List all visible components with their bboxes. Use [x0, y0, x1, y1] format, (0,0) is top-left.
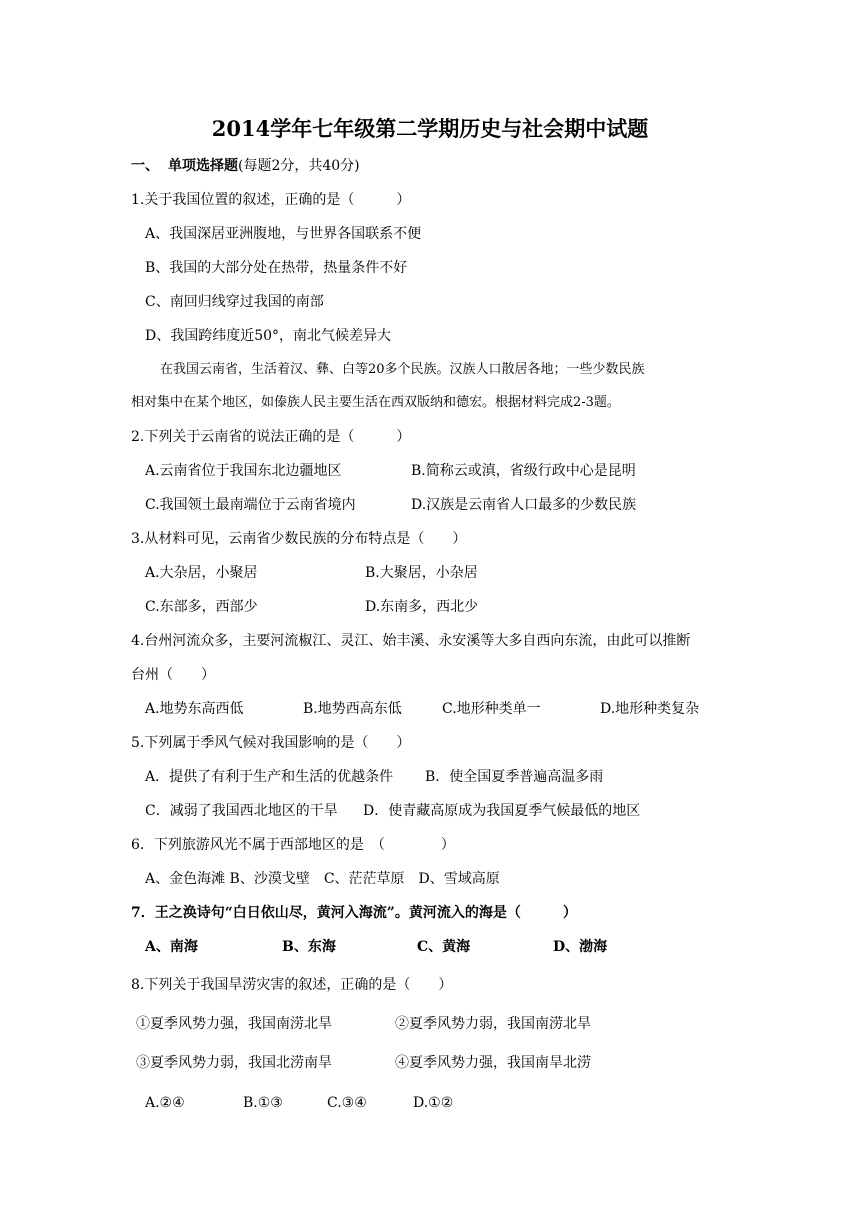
section-heading: [168, 157, 360, 175]
question-1-option-d: D、我国跨纬度近50°，南北气候差异大: [145, 328, 392, 344]
question-7-option-c: C、黄海: [417, 939, 471, 955]
question-7-option-a: A、南海: [145, 939, 198, 955]
question-3-option-b: B.大聚居，小杂居: [365, 565, 478, 581]
section-heading-text: 单项选择题: [168, 158, 238, 174]
question-8-statement-2: ②夏季风势力弱，我国南涝北旱: [395, 1016, 591, 1032]
question-2-stem: 2.下列关于云南省的说法正确的是（ ）: [131, 429, 411, 445]
question-5-option-a: A．提供了有利于生产和生活的优越条件: [145, 769, 394, 785]
question-4-option-b: B.地势西高东低: [303, 701, 402, 717]
question-8-option-a: A.②④: [145, 1095, 185, 1111]
question-8-statement-1: ①夏季风势力强，我国南涝北旱: [136, 1016, 332, 1032]
page-title: 2014学年七年级第二学期历史与社会期中试题: [211, 116, 649, 141]
question-7-option-b: B、东海: [282, 939, 336, 955]
question-2-option-b: B.简称云或滇，省级行政中心是昆明: [411, 463, 636, 479]
question-4-option-a: A.地势东高西低: [145, 701, 244, 717]
question-2-option-d: D.汉族是云南省人口最多的少数民族: [411, 497, 637, 513]
question-5-option-d: D．使青藏高原成为我国夏季气候最低的地区: [363, 803, 641, 819]
question-3-option-a: A.大杂居，小聚居: [145, 565, 258, 581]
question-6-options: A、金色海滩 B、沙漠戈壁 C、茫茫草原 D、雪域高原: [145, 871, 500, 887]
question-8-option-d: D.①②: [413, 1095, 454, 1111]
question-5-option-c: C．减弱了我国西北地区的干旱: [145, 803, 338, 819]
question-1-stem: 1.关于我国位置的叙述，正确的是（ ）: [131, 192, 411, 208]
question-6-stem: 6．下列旅游风光不属于西部地区的是 （ ）: [131, 837, 455, 853]
material-line-1: 在我国云南省，生活着汉、彝、白等20多个民族。汉族人口散居各地；一些少数民族: [160, 362, 645, 377]
question-5-stem: 5.下列属于季风气候对我国影响的是（ ）: [131, 735, 411, 751]
question-4-option-d: D.地形种类复杂: [600, 701, 700, 717]
question-1-option-b: B、我国的大部分处在热带，热量条件不好: [145, 260, 408, 276]
question-2-option-c: C.我国领土最南端位于云南省境内: [145, 497, 356, 513]
question-3-stem: 3.从材料可见，云南省少数民族的分布特点是（ ）: [131, 531, 467, 547]
question-8-option-c: C.③④: [327, 1095, 367, 1111]
question-2-option-a: A.云南省位于我国东北边疆地区: [145, 463, 342, 479]
question-3-option-c: C.东部多，西部少: [145, 599, 258, 615]
question-8-stem: 8.下列关于我国旱涝灾害的叙述，正确的是（ ）: [131, 977, 453, 993]
question-4-stem-line-1: 4.台州河流众多，主要河流椒江、灵江、始丰溪、永安溪等大多自西向东流，由此可以推断: [131, 633, 691, 649]
question-7-stem: 7．王之涣诗句“白日依山尽，黄河入海流”。黄河流入的海是（ ）: [131, 905, 577, 921]
material-line-2: 相对集中在某个地区，如傣族人民主要生活在西双版纳和德宏。根据材料完成2-3题。: [131, 395, 620, 410]
question-1-option-c: C、南回归线穿过我国的南部: [145, 294, 324, 310]
question-4-stem-line-2: 台州（ ）: [131, 667, 215, 683]
question-1-option-a: A、我国深居亚洲腹地，与世界各国联系不便: [145, 226, 422, 242]
question-7-option-d: D、渤海: [553, 939, 608, 955]
question-4-option-c: C.地形种类单一: [442, 701, 541, 717]
section-label: 一、: [131, 158, 159, 174]
question-8-statement-4: ④夏季风势力强，我国南旱北涝: [395, 1055, 591, 1071]
question-3-option-d: D.东南多，西北少: [365, 599, 479, 615]
question-5-option-b: B．使全国夏季普遍高温多雨: [425, 769, 604, 785]
question-8-statement-3: ③夏季风势力弱，我国北涝南旱: [136, 1055, 332, 1071]
section-note: (每题2分，共40分): [238, 158, 360, 174]
question-8-option-b: B.①③: [243, 1095, 283, 1111]
